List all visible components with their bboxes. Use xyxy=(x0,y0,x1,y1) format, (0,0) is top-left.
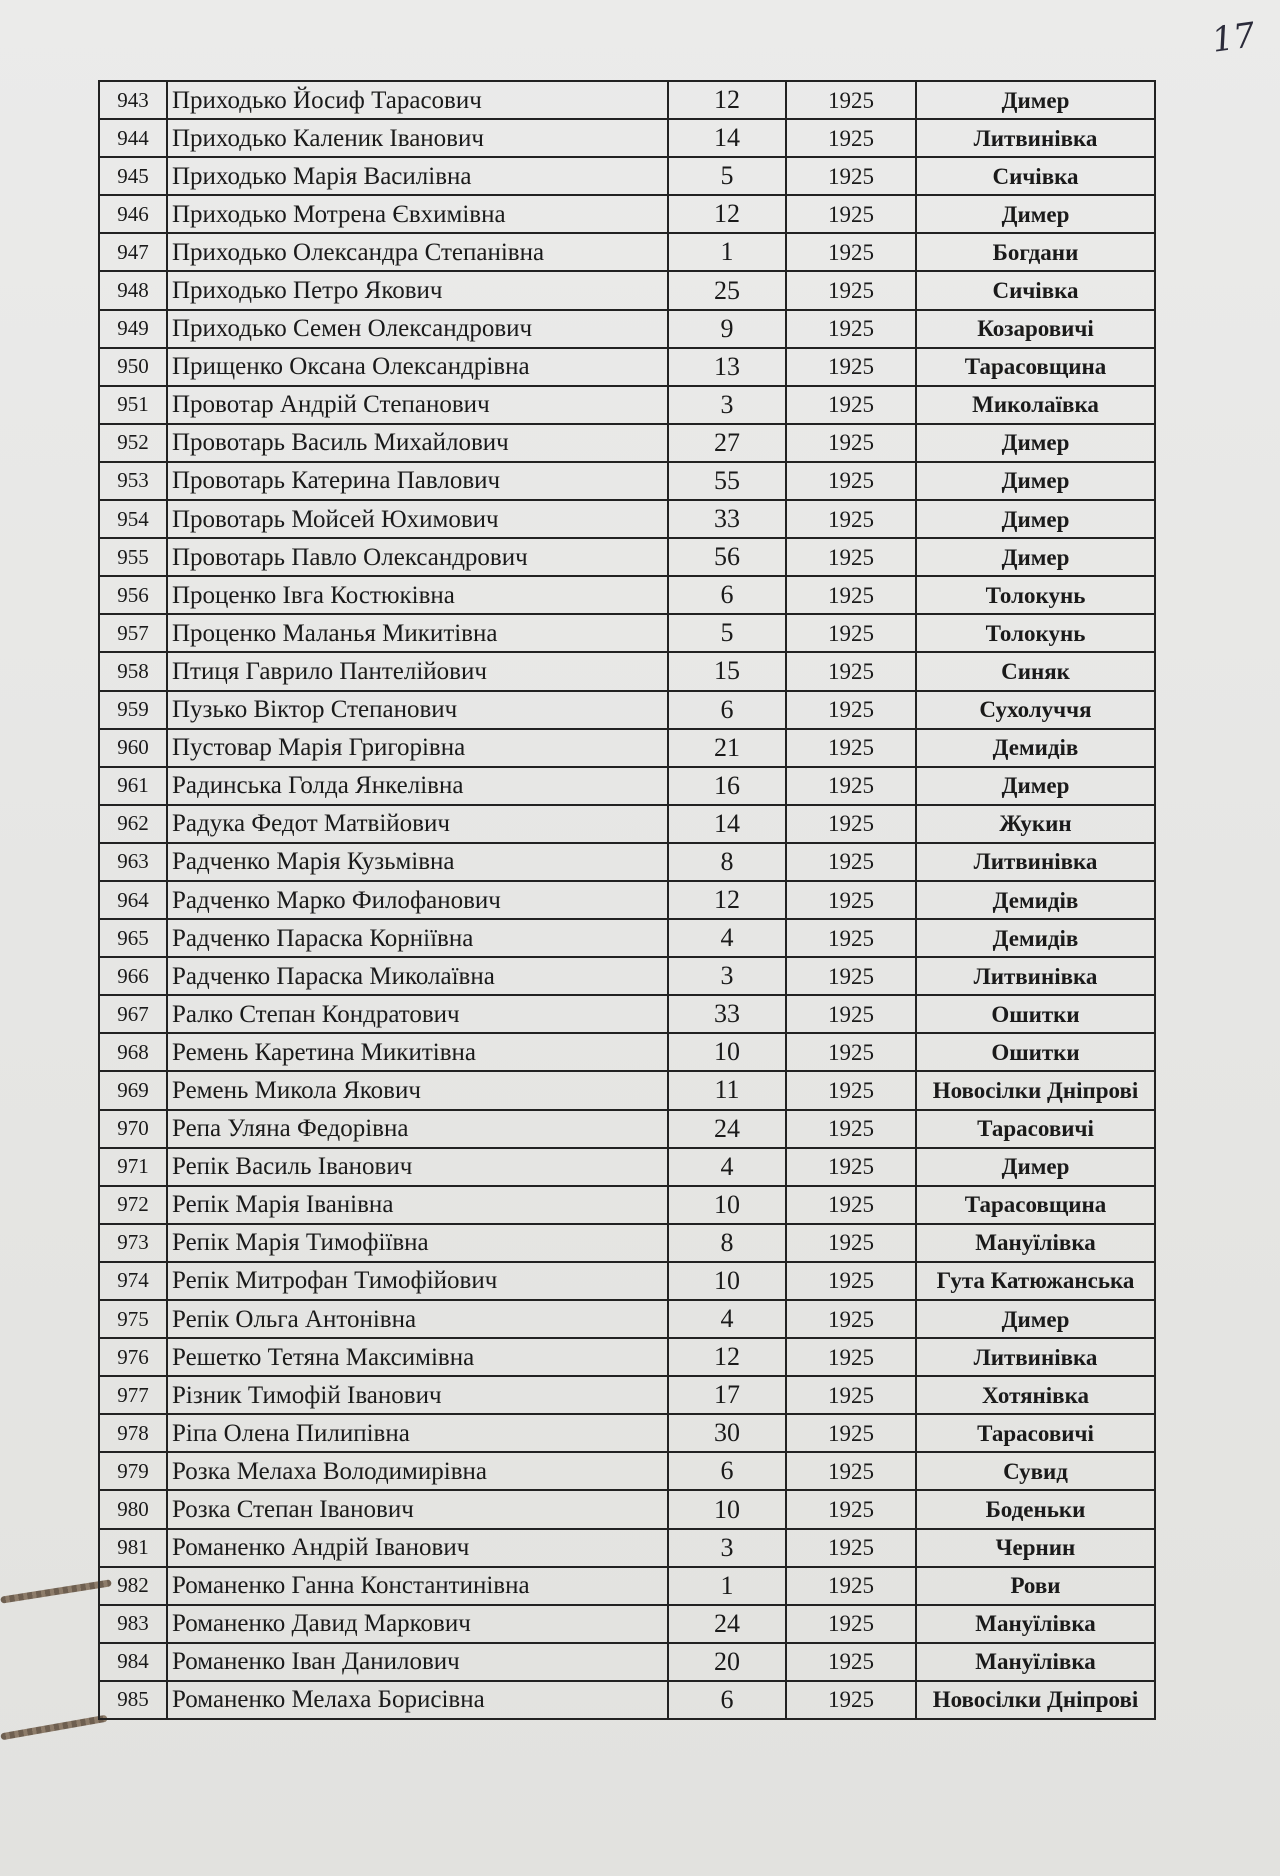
year-cell: 1925 xyxy=(786,1110,916,1148)
year-cell: 1925 xyxy=(786,195,916,233)
person-name-cell: Репік Митрофан Тимофійович xyxy=(167,1262,668,1300)
record-number-cell: 966 xyxy=(99,957,167,995)
table-row xyxy=(99,157,1155,195)
record-number-cell: 950 xyxy=(99,348,167,386)
year-cell: 1925 xyxy=(786,1490,916,1528)
year-cell: 1925 xyxy=(786,462,916,500)
age-cell: 6 xyxy=(668,691,786,729)
table-row xyxy=(99,652,1155,690)
year-cell: 1925 xyxy=(786,614,916,652)
year-cell: 1925 xyxy=(786,1033,916,1071)
village-cell: Толокунь xyxy=(916,576,1155,614)
person-name-cell: Романенко Мелаха Борисівна xyxy=(167,1681,668,1719)
person-name-cell: Приходько Олександра Степанівна xyxy=(167,233,668,271)
person-name-cell: Ріпа Олена Пилипівна xyxy=(167,1414,668,1452)
table-row xyxy=(99,462,1155,500)
year-cell: 1925 xyxy=(786,843,916,881)
age-cell: 8 xyxy=(668,1224,786,1262)
age-cell: 10 xyxy=(668,1262,786,1300)
record-number-cell: 970 xyxy=(99,1110,167,1148)
record-number-cell: 971 xyxy=(99,1148,167,1186)
village-cell: Козаровичі xyxy=(916,310,1155,348)
village-cell: Ошитки xyxy=(916,995,1155,1033)
record-number-cell: 951 xyxy=(99,386,167,424)
person-name-cell: Проценко Маланья Микитівна xyxy=(167,614,668,652)
age-cell: 10 xyxy=(668,1033,786,1071)
person-name-cell: Репік Марія Тимофіївна xyxy=(167,1224,668,1262)
age-cell: 6 xyxy=(668,576,786,614)
record-number-cell: 981 xyxy=(99,1529,167,1567)
record-number-cell: 958 xyxy=(99,652,167,690)
person-name-cell: Радинська Голда Янкелівна xyxy=(167,767,668,805)
table-row xyxy=(99,881,1155,919)
village-cell: Димер xyxy=(916,462,1155,500)
village-cell: Демидів xyxy=(916,881,1155,919)
record-number-cell: 980 xyxy=(99,1490,167,1528)
age-cell: 10 xyxy=(668,1490,786,1528)
records-table xyxy=(98,80,1156,1720)
record-number-cell: 948 xyxy=(99,271,167,309)
person-name-cell: Приходько Каленик Іванович xyxy=(167,119,668,157)
village-cell: Тарасовичі xyxy=(916,1414,1155,1452)
person-name-cell: Ремень Микола Якович xyxy=(167,1071,668,1109)
year-cell: 1925 xyxy=(786,348,916,386)
table-row xyxy=(99,919,1155,957)
person-name-cell: Репа Уляна Федорівна xyxy=(167,1110,668,1148)
table-row xyxy=(99,1490,1155,1528)
age-cell: 4 xyxy=(668,1148,786,1186)
age-cell: 5 xyxy=(668,157,786,195)
table-row xyxy=(99,1148,1155,1186)
table-row xyxy=(99,538,1155,576)
year-cell: 1925 xyxy=(786,233,916,271)
year-cell: 1925 xyxy=(786,576,916,614)
record-number-cell: 973 xyxy=(99,1224,167,1262)
table-row xyxy=(99,1033,1155,1071)
person-name-cell: Приходько Мотрена Євхимівна xyxy=(167,195,668,233)
village-cell: Хотянівка xyxy=(916,1376,1155,1414)
age-cell: 5 xyxy=(668,614,786,652)
year-cell: 1925 xyxy=(786,691,916,729)
village-cell: Сухолуччя xyxy=(916,691,1155,729)
person-name-cell: Решетко Тетяна Максимівна xyxy=(167,1338,668,1376)
village-cell: Мануїлівка xyxy=(916,1224,1155,1262)
person-name-cell: Радченко Марія Кузьмівна xyxy=(167,843,668,881)
person-name-cell: Розка Степан Іванович xyxy=(167,1490,668,1528)
person-name-cell: Радука Федот Матвійович xyxy=(167,805,668,843)
record-number-cell: 984 xyxy=(99,1643,167,1681)
age-cell: 24 xyxy=(668,1110,786,1148)
year-cell: 1925 xyxy=(786,881,916,919)
village-cell: Димер xyxy=(916,538,1155,576)
year-cell: 1925 xyxy=(786,1148,916,1186)
year-cell: 1925 xyxy=(786,1262,916,1300)
year-cell: 1925 xyxy=(786,1186,916,1224)
age-cell: 11 xyxy=(668,1071,786,1109)
year-cell: 1925 xyxy=(786,919,916,957)
binding-thread xyxy=(0,1579,112,1603)
record-number-cell: 969 xyxy=(99,1071,167,1109)
table-row xyxy=(99,310,1155,348)
person-name-cell: Романенко Іван Данилович xyxy=(167,1643,668,1681)
age-cell: 3 xyxy=(668,386,786,424)
table-row xyxy=(99,805,1155,843)
age-cell: 6 xyxy=(668,1452,786,1490)
record-number-cell: 963 xyxy=(99,843,167,881)
record-number-cell: 946 xyxy=(99,195,167,233)
age-cell: 21 xyxy=(668,729,786,767)
table-row xyxy=(99,386,1155,424)
village-cell: Новосілки Дніпрові xyxy=(916,1681,1155,1719)
table-row xyxy=(99,995,1155,1033)
person-name-cell: Провотарь Василь Михайлович xyxy=(167,424,668,462)
village-cell: Синяк xyxy=(916,652,1155,690)
village-cell: Мануїлівка xyxy=(916,1643,1155,1681)
folio-number: 17 xyxy=(1209,15,1258,61)
record-number-cell: 977 xyxy=(99,1376,167,1414)
age-cell: 6 xyxy=(668,1681,786,1719)
age-cell: 12 xyxy=(668,881,786,919)
record-number-cell: 985 xyxy=(99,1681,167,1719)
age-cell: 13 xyxy=(668,348,786,386)
person-name-cell: Провотарь Катерина Павлович xyxy=(167,462,668,500)
table-row xyxy=(99,843,1155,881)
binding-thread xyxy=(0,1715,108,1741)
table-row xyxy=(99,614,1155,652)
age-cell: 55 xyxy=(668,462,786,500)
age-cell: 12 xyxy=(668,195,786,233)
year-cell: 1925 xyxy=(786,386,916,424)
person-name-cell: Романенко Ганна Константинівна xyxy=(167,1567,668,1605)
age-cell: 14 xyxy=(668,119,786,157)
year-cell: 1925 xyxy=(786,157,916,195)
table-row xyxy=(99,1338,1155,1376)
record-number-cell: 949 xyxy=(99,310,167,348)
table-row xyxy=(99,1414,1155,1452)
person-name-cell: Пустовар Марія Григорівна xyxy=(167,729,668,767)
village-cell: Димер xyxy=(916,424,1155,462)
person-name-cell: Романенко Давид Маркович xyxy=(167,1605,668,1643)
village-cell: Жукин xyxy=(916,805,1155,843)
year-cell: 1925 xyxy=(786,310,916,348)
village-cell: Литвинівка xyxy=(916,1338,1155,1376)
table-row xyxy=(99,1110,1155,1148)
village-cell: Литвинівка xyxy=(916,957,1155,995)
record-number-cell: 947 xyxy=(99,233,167,271)
table-row xyxy=(99,729,1155,767)
person-name-cell: Радченко Параска Корніївна xyxy=(167,919,668,957)
table-row xyxy=(99,1376,1155,1414)
year-cell: 1925 xyxy=(786,1376,916,1414)
village-cell: Новосілки Дніпрові xyxy=(916,1071,1155,1109)
village-cell: Литвинівка xyxy=(916,843,1155,881)
village-cell: Рови xyxy=(916,1567,1155,1605)
person-name-cell: Приходько Йосиф Тарасович xyxy=(167,81,668,119)
village-cell: Ошитки xyxy=(916,1033,1155,1071)
person-name-cell: Розка Мелаха Володимирівна xyxy=(167,1452,668,1490)
record-number-cell: 982 xyxy=(99,1567,167,1605)
age-cell: 3 xyxy=(668,1529,786,1567)
record-number-cell: 964 xyxy=(99,881,167,919)
year-cell: 1925 xyxy=(786,652,916,690)
year-cell: 1925 xyxy=(786,957,916,995)
village-cell: Димер xyxy=(916,767,1155,805)
village-cell: Димер xyxy=(916,500,1155,538)
record-number-cell: 959 xyxy=(99,691,167,729)
record-number-cell: 944 xyxy=(99,119,167,157)
table-row xyxy=(99,1605,1155,1643)
record-number-cell: 968 xyxy=(99,1033,167,1071)
person-name-cell: Приходько Петро Якович xyxy=(167,271,668,309)
age-cell: 10 xyxy=(668,1186,786,1224)
age-cell: 1 xyxy=(668,233,786,271)
table-row xyxy=(99,1681,1155,1719)
table-row xyxy=(99,1224,1155,1262)
record-number-cell: 955 xyxy=(99,538,167,576)
age-cell: 30 xyxy=(668,1414,786,1452)
table-row xyxy=(99,957,1155,995)
table-row xyxy=(99,424,1155,462)
year-cell: 1925 xyxy=(786,1567,916,1605)
year-cell: 1925 xyxy=(786,1224,916,1262)
village-cell: Литвинівка xyxy=(916,119,1155,157)
person-name-cell: Репік Ольга Антонівна xyxy=(167,1300,668,1338)
year-cell: 1925 xyxy=(786,995,916,1033)
year-cell: 1925 xyxy=(786,538,916,576)
village-cell: Димер xyxy=(916,1300,1155,1338)
age-cell: 8 xyxy=(668,843,786,881)
age-cell: 20 xyxy=(668,1643,786,1681)
year-cell: 1925 xyxy=(786,1338,916,1376)
year-cell: 1925 xyxy=(786,1452,916,1490)
record-number-cell: 972 xyxy=(99,1186,167,1224)
age-cell: 14 xyxy=(668,805,786,843)
table-row xyxy=(99,119,1155,157)
record-number-cell: 943 xyxy=(99,81,167,119)
village-cell: Богдани xyxy=(916,233,1155,271)
person-name-cell: Репік Василь Іванович xyxy=(167,1148,668,1186)
age-cell: 9 xyxy=(668,310,786,348)
person-name-cell: Різник Тимофій Іванович xyxy=(167,1376,668,1414)
record-number-cell: 954 xyxy=(99,500,167,538)
person-name-cell: Приходько Марія Василівна xyxy=(167,157,668,195)
record-number-cell: 952 xyxy=(99,424,167,462)
village-cell: Толокунь xyxy=(916,614,1155,652)
table-row xyxy=(99,767,1155,805)
person-name-cell: Радченко Параска Миколаївна xyxy=(167,957,668,995)
person-name-cell: Птиця Гаврило Пантелійович xyxy=(167,652,668,690)
person-name-cell: Ралко Степан Кондратович xyxy=(167,995,668,1033)
year-cell: 1925 xyxy=(786,805,916,843)
age-cell: 24 xyxy=(668,1605,786,1643)
village-cell: Чернин xyxy=(916,1529,1155,1567)
record-number-cell: 978 xyxy=(99,1414,167,1452)
person-name-cell: Романенко Андрій Іванович xyxy=(167,1529,668,1567)
record-number-cell: 961 xyxy=(99,767,167,805)
year-cell: 1925 xyxy=(786,1300,916,1338)
village-cell: Сичівка xyxy=(916,157,1155,195)
age-cell: 4 xyxy=(668,919,786,957)
table-row xyxy=(99,1643,1155,1681)
table-row xyxy=(99,1529,1155,1567)
person-name-cell: Прищенко Оксана Олександрівна xyxy=(167,348,668,386)
table-row xyxy=(99,1186,1155,1224)
person-name-cell: Пузько Віктор Степанович xyxy=(167,691,668,729)
record-number-cell: 960 xyxy=(99,729,167,767)
records-table-body xyxy=(99,81,1155,1719)
year-cell: 1925 xyxy=(786,1529,916,1567)
person-name-cell: Ремень Каретина Микитівна xyxy=(167,1033,668,1071)
age-cell: 4 xyxy=(668,1300,786,1338)
village-cell: Димер xyxy=(916,1148,1155,1186)
year-cell: 1925 xyxy=(786,500,916,538)
village-cell: Боденьки xyxy=(916,1490,1155,1528)
village-cell: Миколаївка xyxy=(916,386,1155,424)
village-cell: Мануїлівка xyxy=(916,1605,1155,1643)
table-row xyxy=(99,1452,1155,1490)
age-cell: 12 xyxy=(668,1338,786,1376)
record-number-cell: 945 xyxy=(99,157,167,195)
village-cell: Сичівка xyxy=(916,271,1155,309)
table-row xyxy=(99,348,1155,386)
village-cell: Тарасовщина xyxy=(916,348,1155,386)
table-row xyxy=(99,500,1155,538)
record-number-cell: 957 xyxy=(99,614,167,652)
age-cell: 1 xyxy=(668,1567,786,1605)
record-number-cell: 974 xyxy=(99,1262,167,1300)
record-number-cell: 956 xyxy=(99,576,167,614)
year-cell: 1925 xyxy=(786,424,916,462)
village-cell: Демидів xyxy=(916,919,1155,957)
village-cell: Тарасовщина xyxy=(916,1186,1155,1224)
village-cell: Сувид xyxy=(916,1452,1155,1490)
person-name-cell: Репік Марія Іванівна xyxy=(167,1186,668,1224)
village-cell: Гута Катюжанська xyxy=(916,1262,1155,1300)
table-row xyxy=(99,271,1155,309)
year-cell: 1925 xyxy=(786,1643,916,1681)
year-cell: 1925 xyxy=(786,1681,916,1719)
table-row xyxy=(99,691,1155,729)
age-cell: 12 xyxy=(668,81,786,119)
age-cell: 25 xyxy=(668,271,786,309)
age-cell: 17 xyxy=(668,1376,786,1414)
year-cell: 1925 xyxy=(786,1414,916,1452)
record-number-cell: 979 xyxy=(99,1452,167,1490)
table-row xyxy=(99,1300,1155,1338)
age-cell: 33 xyxy=(668,995,786,1033)
person-name-cell: Провотар Андрій Степанович xyxy=(167,386,668,424)
year-cell: 1925 xyxy=(786,81,916,119)
village-cell: Димер xyxy=(916,195,1155,233)
table-row xyxy=(99,576,1155,614)
record-number-cell: 962 xyxy=(99,805,167,843)
record-number-cell: 975 xyxy=(99,1300,167,1338)
year-cell: 1925 xyxy=(786,729,916,767)
village-cell: Демидів xyxy=(916,729,1155,767)
age-cell: 15 xyxy=(668,652,786,690)
year-cell: 1925 xyxy=(786,767,916,805)
age-cell: 56 xyxy=(668,538,786,576)
table-row xyxy=(99,1567,1155,1605)
age-cell: 16 xyxy=(668,767,786,805)
record-number-cell: 953 xyxy=(99,462,167,500)
age-cell: 27 xyxy=(668,424,786,462)
age-cell: 3 xyxy=(668,957,786,995)
record-number-cell: 976 xyxy=(99,1338,167,1376)
year-cell: 1925 xyxy=(786,119,916,157)
record-number-cell: 967 xyxy=(99,995,167,1033)
person-name-cell: Радченко Марко Филофанович xyxy=(167,881,668,919)
table-row xyxy=(99,195,1155,233)
person-name-cell: Провотарь Павло Олександрович xyxy=(167,538,668,576)
village-cell: Тарасовичі xyxy=(916,1110,1155,1148)
table-row xyxy=(99,1071,1155,1109)
age-cell: 33 xyxy=(668,500,786,538)
table-row xyxy=(99,81,1155,119)
record-number-cell: 983 xyxy=(99,1605,167,1643)
year-cell: 1925 xyxy=(786,271,916,309)
person-name-cell: Приходько Семен Олександрович xyxy=(167,310,668,348)
year-cell: 1925 xyxy=(786,1605,916,1643)
person-name-cell: Проценко Івга Костюківна xyxy=(167,576,668,614)
person-name-cell: Провотарь Мойсей Юхимович xyxy=(167,500,668,538)
record-number-cell: 965 xyxy=(99,919,167,957)
village-cell: Димер xyxy=(916,81,1155,119)
year-cell: 1925 xyxy=(786,1071,916,1109)
table-row xyxy=(99,1262,1155,1300)
table-row xyxy=(99,233,1155,271)
